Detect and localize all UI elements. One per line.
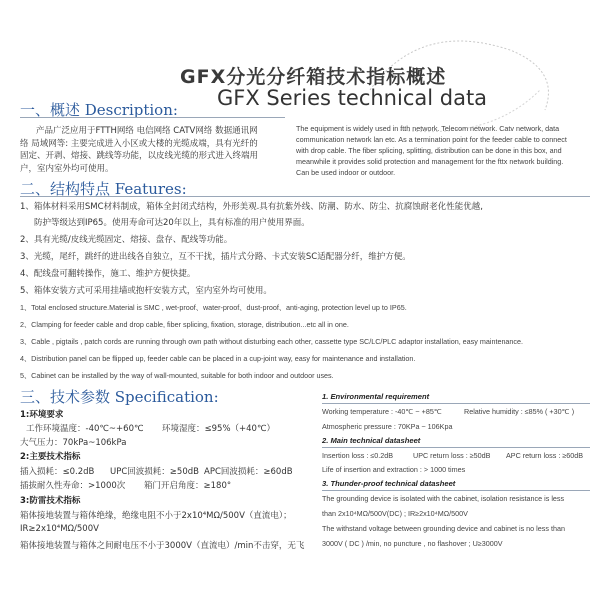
overview-en-line: Can be used indoor or outdoor. xyxy=(296,168,396,177)
overview-rule xyxy=(20,117,285,118)
spec-en-life: Life of insertion and extraction : > 1000 times xyxy=(322,465,466,474)
spec-cn-apc: APC回波损耗：≥60dB xyxy=(204,467,293,477)
overview-heading: 一、概述 Description: xyxy=(20,101,178,119)
spec-en-ground-3: The withstand voltage between grounding device and cabinet is no less than xyxy=(322,524,565,533)
spec-en-ground-1: The grounding device is isolated with the cabinet, isolation resistance is less xyxy=(322,494,565,503)
overview-cn-line: 产品广泛应用于FTTH网络 电信网络 CATV网络 数据通讯网 xyxy=(36,126,258,136)
overview-en xyxy=(296,123,592,178)
spec-en-ins-loss: Insertion loss : ≤0.2dB xyxy=(322,451,394,460)
feature-en-4: 4、Distribution panel can be flipped up, feeder cable can be placed in a cup-joint way, easy for maintenance and installation. xyxy=(20,354,416,363)
spec-cn-door-angle: 箱门开启角度：≥180° xyxy=(144,481,232,491)
overview-en-line: The equipment is widely used in ftth network. Telecom network. Catv network, data xyxy=(296,124,560,133)
spec-en-apc: APC return loss : ≥60dB xyxy=(506,451,584,460)
feature-cn-1: 1、箱体材料采用SMC材料制成，箱体全封闭式结构，外形美观.具有抗紫外线、防潮、防水、防尘、抗腐蚀耐老化性能优越, xyxy=(20,202,483,212)
spec-en-ground-4: 3000V ( DC ) /min, no puncture , no flashover ; U≥3000V xyxy=(322,539,503,548)
spec-en-ground-2: than 2x10⁴MΩ/500V(DC) ; IR≥2x10⁴MΩ/500V xyxy=(322,509,468,518)
spec-en-rule-1 xyxy=(322,403,590,404)
spec-cn-upc: UPC回波损耗：≥50dB xyxy=(110,467,199,477)
features-rule xyxy=(20,196,590,197)
feature-en-3: 3、Cable , pigtails , patch cords are running through own path without disturbing each other, cassette type SC/LC/PLC adaptor installation, easy maintenance. xyxy=(20,337,524,346)
spec-en-thunder-title: 3. Thunder-proof technical datasheet xyxy=(322,479,456,488)
spec-cn-humidity: 环境湿度：≤95%（+40℃） xyxy=(162,424,275,434)
spec-en-rule-3 xyxy=(322,490,590,491)
spec-cn-ground-2: IR≥2x10⁴MΩ/500V xyxy=(20,524,99,534)
spec-en-env-title: 1. Environmental requirement xyxy=(322,392,430,401)
spec-cn-work-temp: 工作环境温度：-40℃~+60℃ xyxy=(26,424,144,434)
overview-cn-line: 络 局域网等: 主要完成进入小区或大楼的光缆成端，具有光纤的 xyxy=(20,138,258,149)
spec-cn-env-title: 1:环境要求 xyxy=(20,410,64,420)
spec-cn-thunder-title: 3:防雷技术指标 xyxy=(20,496,81,506)
overview-en-line: with drop cable. The fiber splicing, splitting, distribution can be done in this box, and xyxy=(296,146,562,155)
overview-cn-line: 固定、开剥、熔接、跳线等功能，以皮线光缆的形式进入终端用 xyxy=(20,151,259,161)
spec-en-main-title: 2. Main technical datasheet xyxy=(322,436,421,445)
spec-en-upc: UPC return loss : ≥50dB xyxy=(413,451,491,460)
feature-cn-1b: 防护等级达到IP65。使用寿命可达20年以上，具有标准的用户使用界面。 xyxy=(34,218,310,228)
feature-cn-4: 4、配线盘可翻转操作，施工、维护方便快捷。 xyxy=(20,269,196,279)
spec-cn-ground-3: 箱体接地装置与箱体之间耐电压不小于3000V（直流电）/min不击穿，无飞 xyxy=(20,541,305,551)
spec-en-rule-2 xyxy=(322,447,590,448)
overview-en-line: meanwhile it provides solid protection and management for the fttx network building. xyxy=(296,157,564,166)
spec-en-work-temp: Working temperature : -40℃ ~ +85℃ xyxy=(322,407,442,416)
features-heading: 二、结构特点 Features: xyxy=(20,180,187,198)
feature-en-1: 1、Total enclosed structure.Material is SMC , wet-proof、water-proof、dust-proof、anti-aging, protection level up to IP65. xyxy=(20,303,407,312)
spec-cn-pressure: 大气压力：70kPa~106kPa xyxy=(20,438,127,448)
feature-en-5: 5、Cabinet can be installed by the way of wall-mounted, suitable for both indoor and outdoor uses. xyxy=(20,371,334,380)
feature-en-2: 2、Clamping for feeder cable and drop cable, fiber splicing, fixation, storage, distribution...etc all in one. xyxy=(20,320,349,329)
feature-cn-3: 3、光缆，尾纤，跳纤的进出线各自独立，互不干扰，插片式分路、卡式安装SC适配器分纤，维护方便。 xyxy=(20,252,411,262)
overview-en-line: communication network lan etc. As a termination point for the feeder cable to connect xyxy=(296,135,567,144)
page-title-en: GFX Series technical data xyxy=(217,86,488,110)
page-title-cn: GFX分光分纤箱技术指标概述 xyxy=(180,66,447,88)
overview-cn xyxy=(20,125,285,175)
feature-cn-5: 5、箱体安装方式可采用挂墙或抱杆安装方式，室内室外均可使用。 xyxy=(20,286,272,296)
spec-heading: 三、技术参数 Specification: xyxy=(20,388,219,406)
spec-en-pressure: Atmospheric pressure : 70KPa ~ 106Kpa xyxy=(322,422,453,431)
overview-cn-line: 户，室内室外均可使用。 xyxy=(20,163,114,174)
spec-cn-ground-1: 箱体接地装置与箱体绝缘，绝缘电阻不小于2x10⁴MΩ/500V（直流电）； xyxy=(20,511,292,521)
spec-cn-plug-life: 插拔耐久性寿命：>1000次 xyxy=(20,481,126,491)
spec-en-humidity: Relative humidity : ≤85% ( +30℃ ) xyxy=(464,407,575,416)
spec-cn-main-title: 2:主要技术指标 xyxy=(20,452,81,462)
spec-cn-ins-loss: 插入损耗：≤0.2dB xyxy=(20,467,95,477)
feature-cn-2: 2、具有光缆/皮线光缆固定、熔接、盘存、配线等功能。 xyxy=(20,235,233,245)
